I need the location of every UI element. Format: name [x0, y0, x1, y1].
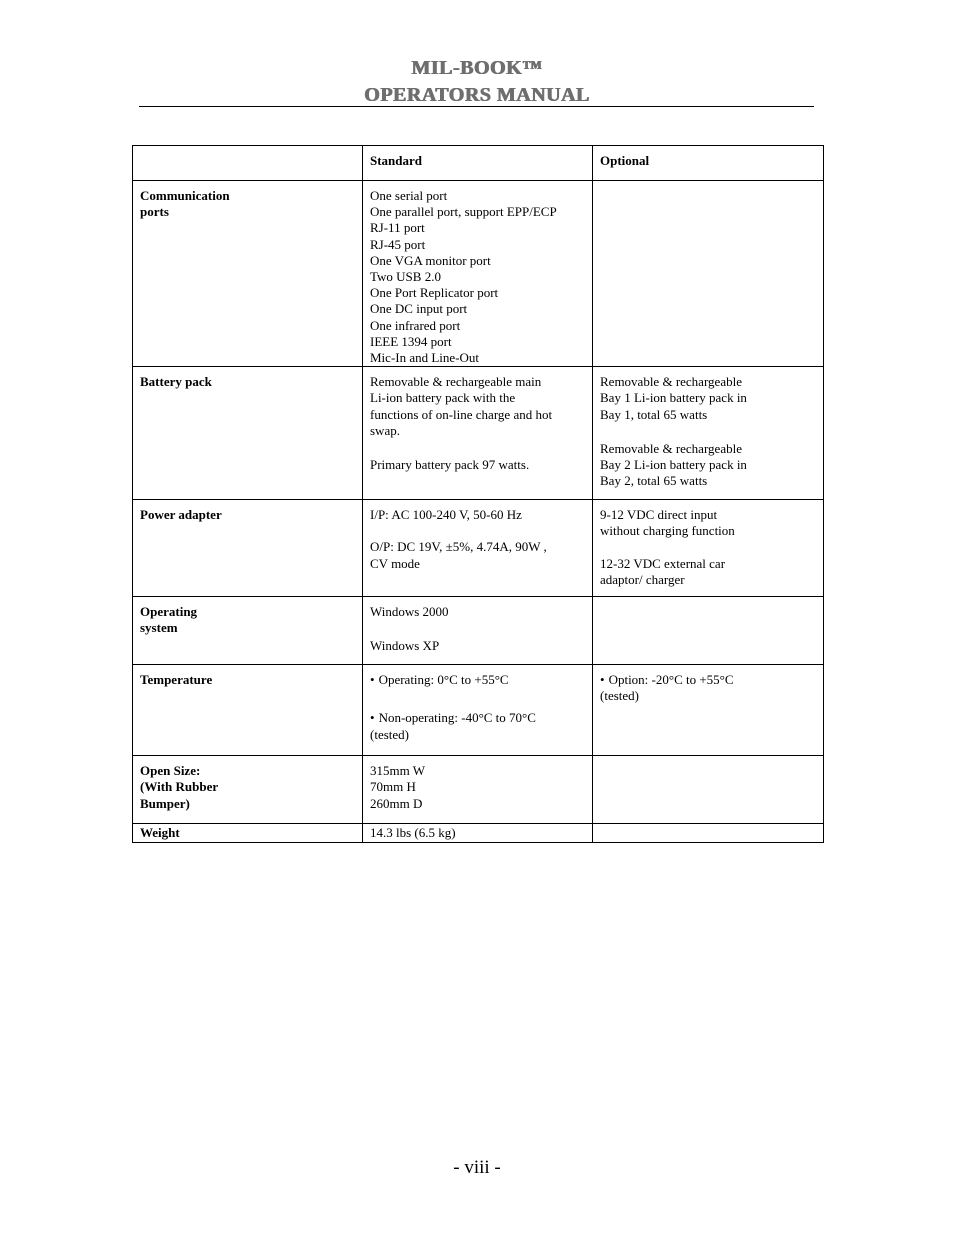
table-row-temperature: [133, 665, 824, 756]
row-label-os: [133, 597, 363, 665]
text-line: 260mm D: [370, 795, 423, 811]
text-line: Bay 2 Li-ion battery pack in: [600, 457, 747, 473]
size-standard-cell: [363, 756, 593, 824]
page-number: - viii -: [453, 1157, 501, 1178]
table-row-open-size: [133, 756, 824, 824]
text-line: I/P: AC 100-240 V, 50-60 Hz: [370, 507, 522, 523]
label-line: ports: [140, 204, 169, 220]
text-line: 70mm H: [370, 779, 416, 795]
label-line: Bumper): [140, 795, 190, 811]
list-item: RJ-45 port: [370, 236, 426, 252]
list-item: Two USB 2.0: [370, 269, 441, 285]
list-item: RJ-11 port: [370, 220, 425, 236]
page-header: [0, 55, 954, 109]
text-line: (tested): [370, 726, 409, 742]
table-row-os: [133, 597, 824, 665]
text-line: Bay 1 Li-ion battery pack in: [600, 390, 747, 406]
row-label-temperature: Temperature: [133, 665, 363, 756]
list-item: One infrared port: [370, 317, 461, 333]
text-line: O/P: DC 19V, ±5%, 4.74A, 90W ,: [370, 539, 547, 555]
os-optional-cell: [593, 597, 824, 665]
text-line: swap.: [370, 422, 400, 438]
weight-optional-cell: [593, 824, 824, 843]
text-line: (tested): [600, 688, 639, 704]
text-line: Windows 2000: [370, 604, 449, 620]
header-rule: [139, 106, 814, 107]
list-item: One serial port: [370, 188, 448, 203]
row-label-battery: Battery pack: [133, 367, 363, 500]
list-item: IEEE 1394 port: [370, 333, 452, 349]
spec-table: [132, 145, 824, 843]
list-item: One parallel port, support EPP/ECP: [370, 204, 557, 220]
temp-standard-cell: [363, 665, 593, 756]
power-standard-cell: [363, 500, 593, 597]
text-line: 9-12 VDC direct input: [600, 507, 718, 523]
comm-optional-cell: [593, 181, 824, 367]
text-line: CV mode: [370, 555, 420, 571]
table-row-communication: [133, 181, 824, 367]
text-line: 315mm W: [370, 763, 426, 779]
text-line: Removable & rechargeable: [600, 440, 742, 456]
comm-standard-cell: [363, 181, 593, 367]
label-line: Operating: [140, 604, 198, 620]
header-title-line1: MIL-BOOK™: [411, 57, 543, 79]
list-item: One VGA monitor port: [370, 252, 491, 268]
size-optional-cell: [593, 756, 824, 824]
text-line: 12-32 VDC external car: [600, 555, 726, 571]
label-line: Open Size:: [140, 763, 201, 779]
text-line: Bay 2, total 65 watts: [600, 473, 708, 489]
header-title-line2: OPERATORS MANUAL: [364, 84, 590, 106]
text-line: adaptor/ charger: [600, 571, 685, 587]
text-line: Removable & rechargeable main: [370, 374, 542, 390]
table-row-power: [133, 500, 824, 597]
text-line: without charging function: [600, 523, 735, 539]
battery-optional-cell: [593, 367, 824, 500]
header-empty-cell: [133, 146, 363, 181]
row-label-communication: [133, 181, 363, 367]
col-header-standard: Standard: [363, 146, 593, 181]
bullet-item: • Non-operating: -40°C to 70°C: [370, 710, 585, 726]
label-line: (With Rubber: [140, 779, 219, 795]
col-header-optional: Optional: [593, 146, 824, 181]
label-line: system: [140, 620, 178, 636]
table-row-battery: [133, 367, 824, 500]
bullet-item: • Operating: 0°C to +55°C: [370, 672, 585, 688]
weight-standard-cell: 14.3 lbs (6.5 kg): [363, 824, 593, 843]
list-item: Mic-In and Line-Out: [370, 350, 480, 366]
row-label-power: Power adapter: [133, 500, 363, 597]
label-line: Communication: [140, 188, 230, 203]
text-line: Li-ion battery pack with the: [370, 390, 516, 406]
text-line: Bay 1, total 65 watts: [600, 406, 708, 422]
text-line: Removable & rechargeable: [600, 374, 742, 390]
text-line: Primary battery pack 97 watts.: [370, 457, 530, 473]
list-item: One DC input port: [370, 301, 468, 317]
os-standard-cell: [363, 597, 593, 665]
battery-standard-cell: [363, 367, 593, 500]
list-item: One Port Replicator port: [370, 285, 499, 301]
bullet-item: • Option: -20°C to +55°C: [600, 672, 816, 688]
text-line: Windows XP: [370, 638, 440, 654]
table-header-row: [133, 146, 824, 181]
row-label-weight: Weight: [133, 824, 363, 843]
temp-optional-cell: [593, 665, 824, 756]
table-row-weight: [133, 824, 824, 843]
power-optional-cell: [593, 500, 824, 597]
text-line: functions of on-line charge and hot: [370, 406, 553, 422]
row-label-open-size: [133, 756, 363, 824]
